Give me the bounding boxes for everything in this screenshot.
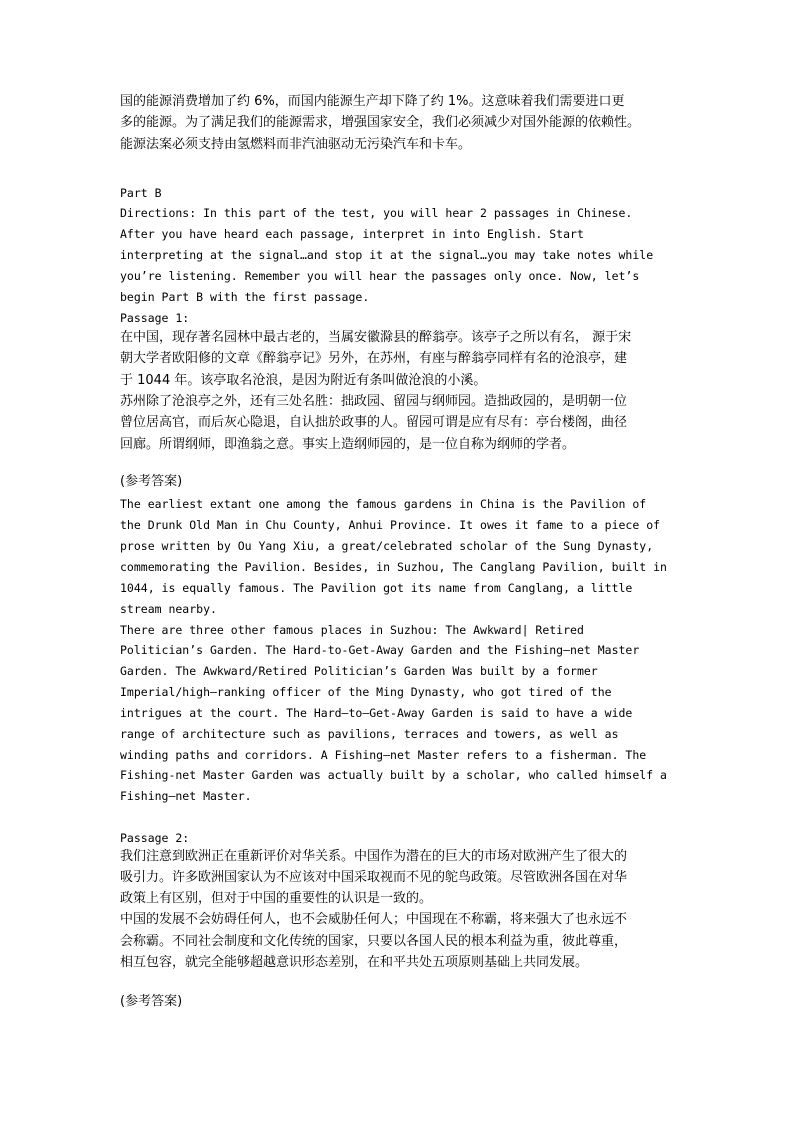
passage-1-line: 曾位居高官，而后灰心隐退，自认拙於政事的人。留园可谓是应有尽有：亭台楼阁，曲径: [120, 415, 628, 430]
answer-line: range of architecture such as pavilions, terraces and towers, as well as: [120, 727, 619, 741]
passage-2-line: 相互包容，就完全能够超越意识形态差别，在和平共处五项原则基础上共同发展。: [120, 955, 589, 970]
answer-line: winding paths and corridors. A Fishing—net Master refers to a fisherman. The: [120, 748, 647, 762]
answer-line: Imperial/high—ranking officer of the Ming Dynasty, who got tired of the: [120, 685, 612, 699]
answer-line: commemorating the Pavilion. Besides, in Suzhou, The Canglang Pavilion, built in: [120, 560, 667, 574]
part-b-heading: Part B: [120, 186, 162, 200]
directions-line: interpreting at the signal…and stop it at the signal…you may take notes while: [120, 248, 654, 262]
answer-line: prose written by Ou Yang Xiu, a great/celebrated scholar of the Sung Dynasty,: [120, 539, 654, 553]
directions-line: Directions: In this part of the test, you will hear 2 passages in Chinese.: [120, 206, 633, 220]
answer-line: There are three other famous places in Suzhou: The Awkward| Retired: [120, 623, 584, 637]
reference-answer-label: (参考答案): [120, 994, 183, 1009]
answer-line: the Drunk Old Man in Chu County, Anhui Province. It owes it fame to a piece of: [120, 518, 661, 532]
intro-line: 多的能源。为了满足我们的能源需求，增强国家安全，我们必须减少对国外能源的依赖性。: [120, 115, 641, 130]
passage-2-line: 政策上有区别，但对于中国的重要性的认识是一致的。: [120, 891, 433, 906]
passage-2-line: 中国的发展不会妨碍任何人，也不会威胁任何人；中国现在不称霸，将来强大了也永远不: [120, 912, 628, 927]
passage-1-line: 在中国，现存著名园林中最古老的，当属安徽滁县的醉翁亭。该亭子之所以有名， 源于宋: [120, 330, 632, 345]
intro-line: 能源法案必须支持由氢燃料而非汽油驱动无污染汽车和卡车。: [120, 137, 472, 152]
passage-2-line: 我们注意到欧洲正在重新评价对华关系。中国作为潜在的巨大的市场对欧洲产生了很大的: [120, 849, 628, 864]
passage-1-line: 苏州除了沧浪亭之外，还有三处名胜：拙政园、留园与纲师园。造拙政园的，是明朝一位: [120, 394, 628, 409]
directions-line: begin Part B with the first passage.: [120, 290, 370, 304]
passage-2-line: 吸引力。许多欧洲国家认为不应该对中国采取视而不见的鸵鸟政策。尽管欧洲各国在对华: [120, 870, 628, 885]
passage-2-label: Passage 2:: [120, 831, 190, 845]
directions-line: After you have heard each passage, interpret in into English. Start: [120, 227, 584, 241]
passage-1-label: Passage 1:: [120, 311, 190, 325]
answer-line: Fishing-net Master Garden was actually built by a scholar, who called himself a: [120, 768, 667, 782]
answer-line: Garden. The Awkward/Retired Politician’s Garden Was built by a former: [120, 664, 598, 678]
directions-line: you’re listening. Remember you will hear the passages only once. Now, let’s: [120, 269, 640, 283]
passage-1-line: 朝大学者欧阳修的文章《醉翁亭记》另外，在苏州，有座与醉翁亭同样有名的沧浪亭，建: [120, 351, 628, 366]
answer-line: intrigues at the court. The Hard—to—Get-Away Garden is said to have a wide: [120, 706, 633, 720]
answer-line: Politician’s Garden. The Hard-to-Get-Away Garden and the Fishing—net Master: [120, 643, 640, 657]
answer-line: stream nearby.: [120, 602, 217, 616]
answer-line: The earliest extant one among the famous gardens in China is the Pavilion of: [120, 497, 647, 511]
passage-1-line: 于 1044 年。该亭取名沧浪，是因为附近有条叫做沧浪的小溪。: [120, 373, 487, 388]
passage-2-line: 会称霸。不同社会制度和文化传统的国家，只要以各国人民的根本利益为重，彼此尊重，: [120, 934, 628, 949]
answer-line: 1044, is equally famous. The Pavilion got its name from Canglang, a little: [120, 581, 633, 595]
answer-line: Fishing—net Master.: [120, 789, 252, 803]
passage-1-line: 回廊。所谓纲师，即渔翁之意。事实上造纲师园的，是一位自称为纲师的学者。: [120, 437, 576, 452]
intro-line: 国的能源消费增加了约 6%，而国内能源生产却下降了约 1%。这意味着我们需要进口更: [120, 94, 625, 109]
reference-answer-label: (参考答案): [120, 474, 183, 489]
